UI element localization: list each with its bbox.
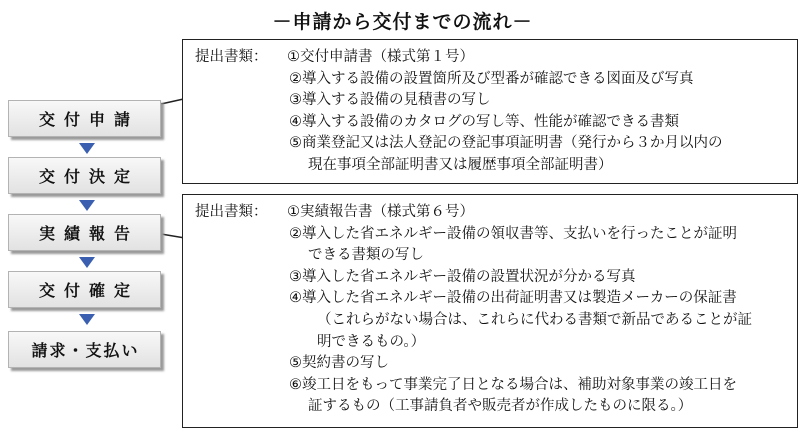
document-item-continued: 現在事項全部証明書又は履歴事項全部証明書）	[308, 156, 613, 173]
arrow-down-icon	[79, 200, 95, 211]
report-documents-box	[182, 194, 798, 428]
document-item: ③導入する設備の見積書の写し	[289, 92, 491, 109]
document-item: ⑥竣工日をもって事業完了日となる場合は、補助対象事業の竣工日を	[289, 376, 737, 393]
box-label: 提出書類：	[195, 49, 268, 65]
arrow-down-icon	[79, 314, 95, 325]
arrow-down-icon	[79, 143, 95, 154]
arrow-down-icon	[79, 257, 95, 268]
document-item: ①交付申請書（様式第１号）	[287, 49, 474, 65]
document-item: ①実績報告書（様式第６号）	[287, 204, 474, 220]
document-item: ④導入した省エネルギー設備の出荷証明書又は製造メーカーの保証書	[289, 290, 737, 307]
application-documents-box	[182, 39, 798, 184]
document-item: ②導入する設備の設置箇所及び型番が確認できる図面及び写真	[289, 70, 694, 87]
document-item: ③導入した省エネルギー設備の設置状況が分かる写真	[289, 268, 636, 285]
document-list	[289, 47, 723, 177]
document-item: ⑤商業登記又は法人登記の登記事項証明書（発行から３か月以内の	[289, 135, 723, 152]
document-item: ②導入した省エネルギー設備の領収書等、支払いを行ったことが証明	[289, 225, 737, 242]
step-confirmation: 交付確定	[8, 271, 161, 308]
document-item-continued: （これらがない場合は、これらに代わる書類で新品であることが証	[317, 311, 752, 328]
document-item-continued: 証するもの（工事請負者や販売者が作成したものに限る。）	[308, 398, 693, 415]
box-label: 提出書類：	[195, 204, 268, 220]
step-decision: 交付決定	[8, 157, 161, 194]
document-item: ④導入する設備のカタログの写し等、性能が確認できる書類	[289, 113, 679, 130]
document-item-continued: できる書類の写し	[308, 247, 424, 264]
page-title: －申請から交付までの流れ－	[272, 11, 533, 33]
step-application: 交付申請	[8, 100, 161, 137]
document-item: ⑤契約書の写し	[289, 355, 389, 372]
step-report: 実績報告	[8, 214, 161, 251]
document-item-continued: 明できるもの。）	[317, 333, 426, 350]
step-payment: 請求・支払い	[8, 331, 161, 368]
document-list	[289, 202, 752, 418]
